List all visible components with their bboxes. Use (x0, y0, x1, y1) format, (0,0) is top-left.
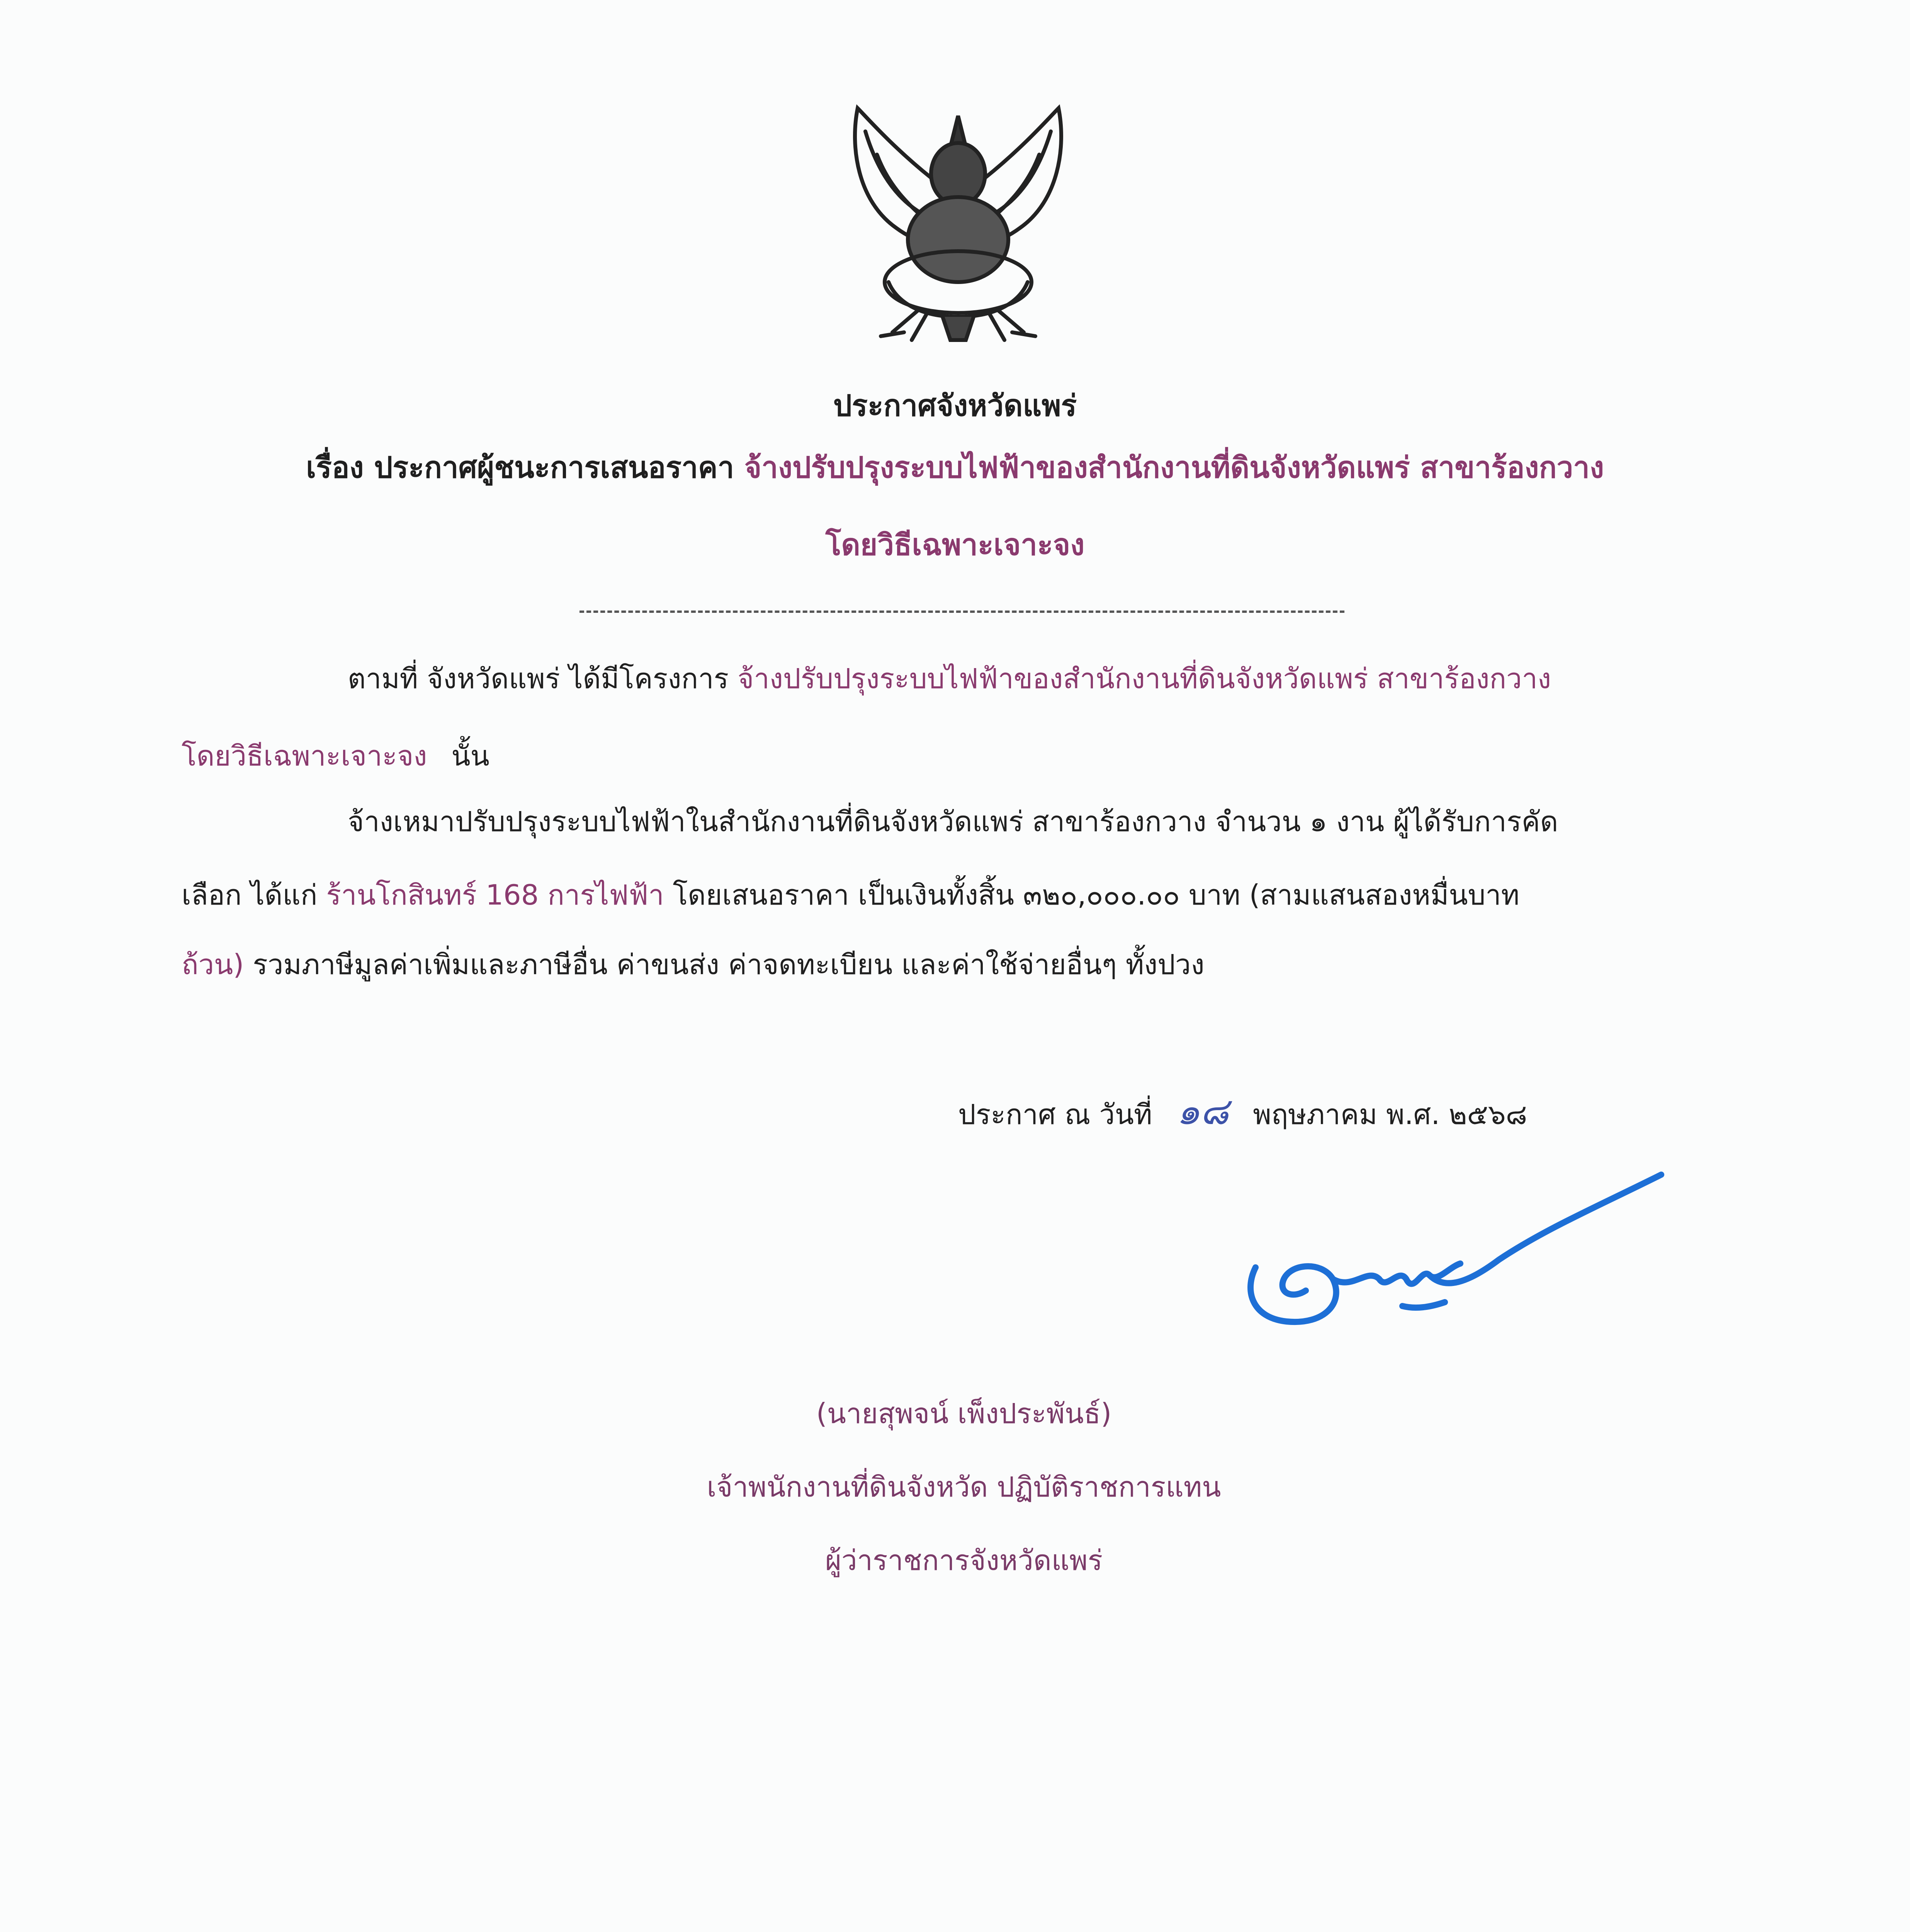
announcement-date: ประกาศ ณ วันที่ ๑๘ พฤษภาคม พ.ศ. ๒๕๖๘ (958, 1090, 1528, 1133)
handwritten-day: ๑๘ (1176, 1090, 1229, 1133)
offer-end: ถ้วน) (182, 948, 244, 981)
para2-line3 (182, 948, 1205, 981)
offer-text: โดยเสนอราคา เป็นเงินทั้งสิ้น ๓๒๐,๐๐๐.๐๐ บาท (สามแสนสองหมื่นบาท (673, 879, 1520, 911)
subject-line (0, 444, 1910, 491)
para2-line1: จ้างเหมาปรับปรุงระบบไฟฟ้าในสำนักงานที่ดินจังหวัดแพร่ สาขาร้องกวาง จำนวน ๑ งาน ผู้ได้รับการคัด (348, 805, 1558, 838)
date-month-year: พฤษภาคม พ.ศ. ๒๕๖๘ (1253, 1098, 1528, 1131)
para1-method: โดยวิธีเฉพาะเจาะจง (182, 740, 427, 772)
signer-on-behalf: ผู้ว่าราชการจังหวัดแพร่ (825, 1544, 1103, 1577)
separator-line (579, 611, 1344, 613)
para2-line2: เลือก ได้แก่ ร้านโกสินทร์ 168 การไฟฟ้า โดยเสนอราคา เป็นเงินทั้งสิ้น ๓๒๐,๐๐๐.๐๐ บาท (สามแสนสองหมื่นบาท (182, 879, 1520, 911)
document-heading: ประกาศจังหวัดแพร่ (833, 388, 1077, 423)
subject-prefix: เรื่อง ประกาศผู้ชนะการเสนอราคา (306, 450, 734, 485)
signer-position: เจ้าพนักงานที่ดินจังหวัด ปฏิบัติราชการแทน (707, 1471, 1221, 1503)
para1-project: จ้างปรับปรุงระบบไฟฟ้าของสำนักงานที่ดินจังหวัดแพร่ สาขาร้องกวาง (737, 662, 1551, 695)
para1-line1: ตามที่ จังหวัดแพร่ ได้มีโครงการ จ้างปรับปรุงระบบไฟฟ้าของสำนักงานที่ดินจังหวัดแพร่ สาขาร้องกวาง (348, 662, 1551, 695)
para1-line2 (182, 742, 489, 770)
handwritten-signature (1229, 1151, 1669, 1352)
subject-title: จ้างปรับปรุงระบบไฟฟ้าของสำนักงานที่ดินจังหวัดแพร่ สาขาร้องกวาง (744, 450, 1604, 485)
winner-name: ร้านโกสินทร์ 168 การไฟฟ้า (326, 879, 664, 911)
signer-name: (นายสุพจน์ เพ็งประพันธ์) (816, 1397, 1112, 1430)
para1-suffix: นั้น (451, 740, 489, 772)
subject-method: โดยวิธีเฉพาะเจาะจง (825, 527, 1085, 562)
garuda-emblem (834, 100, 1082, 352)
offer-tail: รวมภาษีมูลค่าเพิ่มและภาษีอื่น ค่าขนส่ง ค่าจดทะเบียน และค่าใช้จ่ายอื่นๆ ทั้งปวง (253, 948, 1205, 981)
